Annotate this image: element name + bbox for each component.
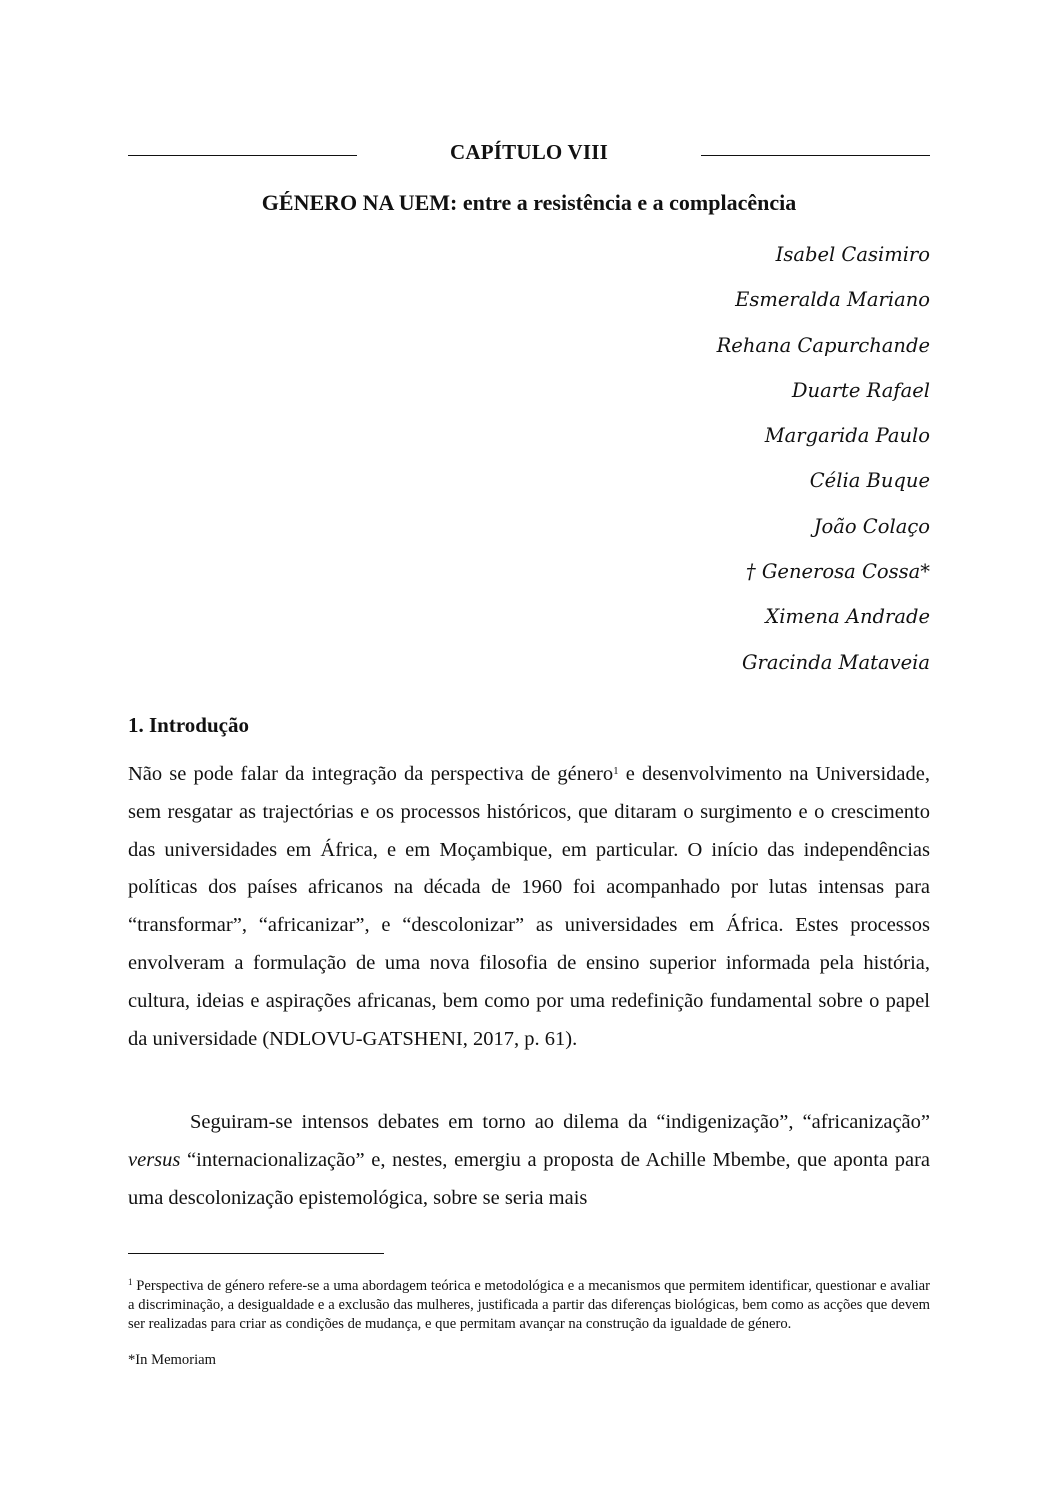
footnote-separator bbox=[128, 1253, 384, 1254]
paragraph-2 bbox=[128, 1104, 930, 1217]
footnote-reference[interactable]: 1 bbox=[613, 765, 619, 777]
author-list bbox=[530, 240, 930, 693]
paragraph-text: e desenvolvimento na Universidade, sem resgatar as trajectórias e os processos históricos, que ditaram o surgimento e o crescimento das universidades em África, e em Moçambique, em particular. O início das independências políticas dos países africanos na década de 1960 foi acompanhado por lutas intensas para “transformar”, “africanizar”, e “descolonizar” as universidades em África. Estes processos envolveram a formulação de uma nova filosofia de ensino superior informada pela história, cultura, ideias e aspirações africanas, bem como por uma redefinição fundamental sobre o papel da universidade (NDLOVU-GATSHENI, 2017, p. 61). bbox=[128, 763, 930, 1050]
chapter-label: CAPÍTULO VIII bbox=[450, 140, 608, 164]
author-name: Gracinda Mataveia bbox=[741, 650, 930, 674]
author-name: Duarte Rafael bbox=[791, 378, 930, 402]
paragraph-text: Seguiram-se intensos debates em torno ao dilema da “indigenização”, “africanização” bbox=[190, 1111, 930, 1133]
author-name: Célia Buque bbox=[809, 469, 930, 493]
author-name: Isabel Casimiro bbox=[775, 243, 930, 266]
footnote-number: 1 bbox=[128, 1277, 133, 1287]
footnote-1 bbox=[128, 1277, 930, 1334]
footnote-text: Perspectiva de género refere-se a uma abordagem teórica e metodológica e a mecanismos que permitem identificar, questionar e avaliar a discriminação, a desigualdade e a exclusão das mulheres, justificada a partir das diferenças biológicas, bem como as acções que devem ser realizadas para criar as condições de mudança, e que permitam avançar na construção da igualdade de género. bbox=[128, 1278, 930, 1332]
author-name: João Colaço bbox=[813, 514, 930, 538]
chapter-header bbox=[128, 140, 930, 170]
section-heading: 1. Introdução bbox=[128, 713, 249, 737]
right-divider-rule bbox=[701, 155, 930, 156]
author-name: Rehana Capurchande bbox=[716, 333, 930, 357]
author-name: Esmeralda Mariano bbox=[735, 288, 930, 312]
italic-term: versus bbox=[128, 1148, 181, 1171]
chapter-title: GÉNERO NA UEM: entre a resistência e a complacência bbox=[261, 190, 797, 215]
paragraph-text: Não se pode falar da integração da perspectiva de género bbox=[128, 763, 614, 785]
paragraph-text: “internacionalização” e, nestes, emergiu a proposta de Achille Mbembe, que aponta para uma descolonização epistemológica, sobre se seria mais bbox=[128, 1148, 930, 1209]
paragraph-1 bbox=[128, 756, 930, 1058]
author-name: Ximena Andrade bbox=[765, 605, 930, 629]
author-name: Margarida Paulo bbox=[764, 424, 930, 448]
author-name: † Generosa Cossa* bbox=[745, 560, 930, 584]
in-memoriam-note: *In Memoriam bbox=[128, 1352, 216, 1368]
